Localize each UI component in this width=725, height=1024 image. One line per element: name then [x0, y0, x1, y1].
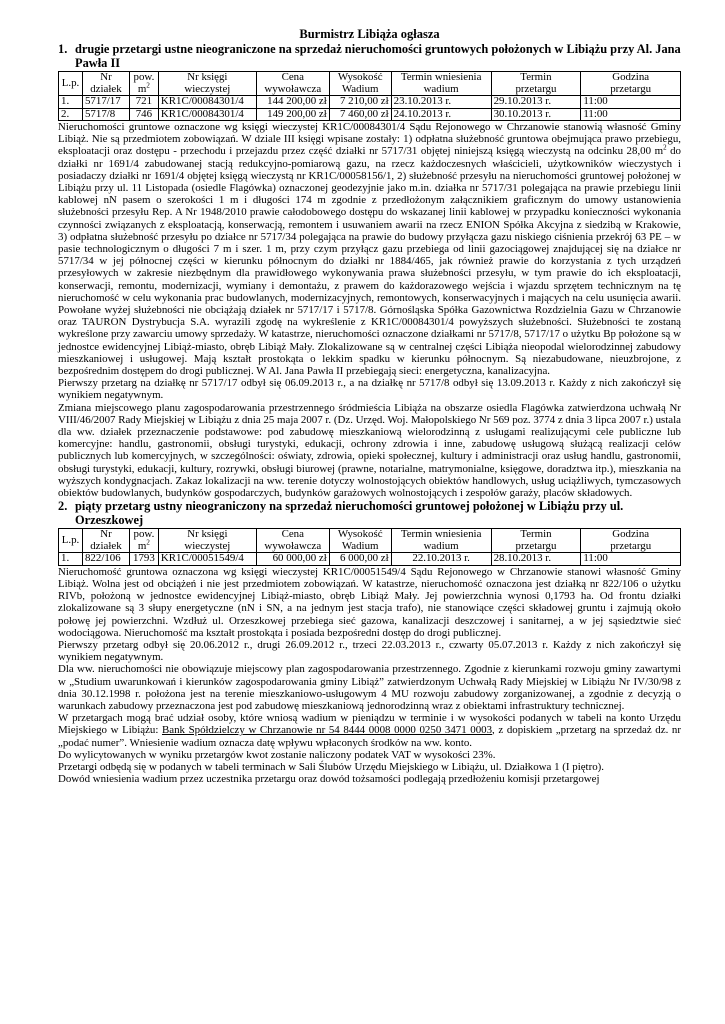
cell-cena: 144 200,00 zł — [256, 96, 329, 109]
table-row — [59, 96, 681, 109]
cell-pow: 1793 — [129, 553, 158, 566]
cell-lp: 1. — [59, 553, 83, 566]
col-wadium-header: Wysokość Wadium — [329, 529, 391, 553]
col-termin-wadium-header: Termin wniesienia wadium — [391, 529, 491, 553]
cell-lp: 1. — [59, 96, 83, 109]
cell-termin-przetargu: 29.10.2013 r. — [491, 96, 581, 109]
cell-nr: 822/106 — [82, 553, 129, 566]
cell-termin-wadium: 23.10.2013 r. — [391, 96, 491, 109]
col-termin-przetargu-header: Termin przetargu — [491, 72, 581, 96]
col-termin-przetargu-header: Termin przetargu — [491, 529, 581, 553]
col-kw-header: Nr księgi wieczystej — [158, 529, 256, 553]
col-godzina-header: Godzina przetargu — [581, 529, 681, 553]
cell-godzina: 11:00 — [581, 96, 681, 109]
cell-wadium: 7 210,00 zł — [329, 96, 391, 109]
section-1-number: 1. — [58, 42, 68, 56]
cell-wadium: 7 460,00 zł — [329, 108, 391, 121]
cell-godzina: 11:00 — [581, 553, 681, 566]
section-1-zoning: Zmiana miejscowego planu zagospodarowania przestrzennego śródmieścia Libiąża na obszarze osiedla Flagówka zatwierdzona uchwałą Nr VIII/46/2007 Rady Miejskiej w Libiążu z dnia 25 maja 2007 r. (Dz. Urzęd. Woj. Małopolskiego Nr 569 poz. 3774 z dnia 3 lipca 2007 r.) ustala dla ww. działek przeznaczenie podstawowe: pod zabudowę mieszkaniową wielorodzinną z usługami realizującymi cele publiczne lub komercyjne: handlu, gastronomii, obsługi turystyki, edukacji, ochrony zdrowia i inne, zabudowę usługową służącą realizacji celów publicznych lub komercyjnych, w szczególności: oświaty, zdrowia, opieki społecznej, kultury i administracji oraz usług handlu, gastronomii, obsługi turystyki, edukacji, kultury, rozrywki, obsługi biurowej (prawne, notarialne, matrymonialne, księgowe, doradztwa itp.), mieszkania na wyższych kondygnacjach. Zakaz lokalizacji na ww. terenie dotyczy wolnostojących obiektów handlowych, usług uciążliwych, tymczasowych obiektów budowlanych, budynków gospodarczych, budynków garażowych wolnostojących i zespołów garaży, placów składowych. — [58, 401, 681, 500]
section-1-heading — [58, 42, 681, 70]
announcement-title: Burmistrz Libiąża ogłasza — [299, 27, 440, 41]
col-pow-header: pow. $m^2$ — [129, 529, 158, 553]
table-row — [59, 108, 681, 121]
cell-pow: 721 — [129, 96, 158, 109]
section-1-title: drugie przetargi ustne nieograniczone na sprzedaż nieruchomości gruntowych położonych w Libiążu przy Al. Jana Pawła II — [75, 42, 681, 70]
cell-cena: 149 200,00 zł — [256, 108, 329, 121]
identity-note: Dowód wniesienia wadium przez uczestnika przetargu oraz dowód tożsamości podlegają przedłożeniu komisji przetargowej — [58, 773, 600, 786]
cell-termin-wadium: 24.10.2013 r. — [391, 108, 491, 121]
cell-godzina: 11:00 — [581, 108, 681, 121]
location-note: Przetargi odbędą się w podanych w tabeli terminach w Sali Ślubów Urzędu Miejskiego w Libiążu, ul. Działkowa 1 (I piętro). — [58, 761, 604, 774]
table-header-row — [59, 72, 681, 96]
cell-wadium: 6 000,00 zł — [329, 553, 391, 566]
col-cena-header: Cena wywoławcza — [256, 72, 329, 96]
section-2-number: 2. — [58, 499, 68, 514]
cell-pow: 746 — [129, 108, 158, 121]
cell-cena: 60 000,00 zł — [256, 553, 329, 566]
section-2-heading — [58, 499, 681, 527]
cell-nr: 5717/8 — [82, 108, 129, 121]
col-termin-wadium-header: Termin wniesienia wadium — [391, 72, 491, 96]
col-nr-header: Nr działek — [82, 72, 129, 96]
col-nr-header: Nr działek — [82, 529, 129, 553]
section-2-previous-tenders: Pierwszy przetarg odbył się 20.06.2012 r., drugi 26.09.2012 r., trzeci 22.03.2013 r., czwarty 05.07.2013 r. Każdy z nich zakończył się wynikiem negatywnym. — [58, 639, 681, 664]
cell-kw: KR1C/00084301/4 — [158, 96, 256, 109]
cell-kw: KR1C/00051549/4 — [158, 553, 256, 566]
cell-kw: KR1C/00084301/4 — [158, 108, 256, 121]
cell-termin-przetargu: 30.10.2013 r. — [491, 108, 581, 121]
col-cena-header: Cena wywoławcza — [256, 529, 329, 553]
cell-lp: 2. — [59, 108, 83, 121]
section-1-table — [58, 71, 681, 121]
col-kw-header: Nr księgi wieczystej — [158, 72, 256, 96]
col-lp-header: L.p. — [59, 72, 83, 96]
col-wadium-header: Wysokość Wadium — [329, 72, 391, 96]
section-2-description: Nieruchomość gruntowa oznaczona wg księgi wieczystej KR1C/00051549/4 Sądu Rejonowego w Chrzanowie stanowi własność Gminy Libiąż. Wolna jest od obciążeń i nie jest przedmiotem zobowiązań. W katastrze, nieruchomość oznaczona jest działką nr 822/106 o użytku RIVb, położoną w jednostce ewidencyjnej Libiąż-miasto, obręb Libiąż Mały. Jej powierzchnia wynosi 0,1793 ha. Od frontu działki zlokalizowane są 3 słupy energetyczne (nN i SN, a na jednym jest stacja trafo), nie stanowiące części składowej gruntu i zajmują około połowę jej powierzchni. Wzdłuż ul. Orzeszkowej przebiega sieć gazowa, kanalizacji deszczowej i sanitarnej, a w jej sąsiedztwie sieć wodociągowa. Nieruchomość ma kształt prostokąta i posiada bezpośredni dostęp do drogi publicznej. — [58, 565, 681, 639]
col-lp-header: L.p. — [59, 529, 83, 553]
col-pow-header: pow. $m^2$ — [129, 72, 158, 96]
section-2-no-plan: Dla ww. nieruchomości nie obowiązuje miejscowy plan zagospodarowania przestrzennego. Zgodnie z kierunkami rozwoju gminy zawartymi w „Studium uwarunkowań i kierunków zagospodarowania gminy Libiąż” zatwierdzonym Uchwałą Rady Miejskiej w Libiążu Nr IV/30/98 z dnia 30.12.1998 r. położona jest na terenie mieszkaniowo-usługowym 4 MU rozwoju zabudowy zorganizowanej, a zgodnie z decyzją o warunkach zabudowy przeznaczona jest pod zabudowę mieszkaniową jednorodzinną wraz z obiektami infrastruktury technicznej. — [58, 663, 681, 713]
vat-note: Do wylicytowanych w wyniku przetargów kwot zostanie naliczony podatek VAT w wysokości 23%. — [58, 748, 496, 761]
cell-nr: 5717/17 — [82, 96, 129, 109]
table-row — [59, 553, 681, 566]
cell-termin-przetargu: 28.10.2013 r. — [491, 553, 581, 566]
section-1-description: Nieruchomości gruntowe oznaczone wg księgi wieczystej KR1C/00084301/4 Sądu Rejonowego w Chrzanowie stanowią własność Gminy Libiąż. Nie są przedmiotem zobowiązań. W dziale III księgi wpisane zostały: 1) odpłatna służebność gruntowa obejmująca prawo przebiegu, eksploatacji oraz dostępu - przechodu i przejazdu przez część działki nr 5717/31 objętej niniejszą księgą wieczystą na odcinku 28,00 $m^2$ do działki nr 1691/4 zabudowanej stacją redukcyjno-pomiarową gazu, na rzecz każdoczesnych właścicieli, użytkowników wieczystych i posiadaczy działki nr 1691/4 objętej księgą wieczystą nr KR1C/00058156/1, 2) służebność przesyłu na nieruchomości gruntowej położonej w Libiążu przy ul. 11 Listopada (osiedle Flagówka) oznaczonej geodezyjnie jako m.in. działka nr 5717/31 polegająca na prawie przebiegu linii kablowej nN pasem o szerokości 1 m i długości 174 m zgodnie z przedłożonym załącznikiem graficznym do umowy ustanowienia służebności przesyłu Rep. A Nr 1948/2010 prawie całodobowego dostępu do wskazanej linii kablowej w przypadku konieczności wykonania czynności związanych z eksploatacją, konserwacją, remontem i usuwaniem awarii na rzecz ENION Spółka Akcyjna z siedzibą w Krakowie, 3) odpłatna służebność przesyłu po działce nr 5717/34 polegająca na prawie do budowy przyłącza gazu niskiego ciśnienia przekrój 63 PE – w pasie technologicznym o długości 7 m i szer. 1 m, przy czym przyłącz gazu przebiega od linii gazociągowej znajdującej się na działce nr 5717/34 w jej północnej części w kierunku północnym do działki nr 1884/465, jak również prawie do korzystania z tych urządzeń przesyłowych w zakresie niezbędnym dla prawidłowego wykonywania prawa służebności przesyłu, w tym prawie do ich eksploatacji, konserwacji, remontu, modernizacji, wymiany i demontażu, z prawem do każdorazowego wejścia i wjazdu sprzętem technicznym na tę nieruchomość w celu wykonania prac budowlanych, modernizacyjnych, remontowych, konserwacyjnych i mających na celu usunięcia awarii. Powołane wyżej służebności nie obciążają działek nr 5717/17 i 5717/8. Górnośląska Spółka Gazownictwa Rozdzielnia Gazu w Chrzanowie oraz TAURON Dystrybucja S.A. wyrazili zgodę na wykreślenie z KR1C/00084301/4 powyższych służebności. Służebności te zostaną wykreślone przy zawarciu umowy sprzedaży. W katastrze, nieruchomości oznaczone działkami nr 5717/8, 5717/17 o użytku Bp położone są w jednostce ewidencyjnej Libiąż-miasto, obręb Libiąż Mały. Zlokalizowane są w centralnej części Libiąża nieopodal wielorodzinnej zabudowy mieszkaniowej i usługowej. Mają kształt prostokąta o lekkim spadku w kierunku północnym. Są niezabudowane, nieuzbrojone, z bezpośrednim dostępem do drogi publicznej. W Al. Jana Pawła II przebiegają sieci: energetyczna, kanalizacyjna. — [58, 121, 681, 378]
section-2-title: piąty przetarg ustny nieograniczony na sprzedaż nieruchomości gruntowej położonej w Libiążu przy ul. Orzeszkowej — [75, 499, 624, 528]
section-1-first-tender: Pierwszy przetarg na działkę nr 5717/17 odbył się 06.09.2013 r., a na działkę nr 5717/8 odbył się 13.09.2013 r. Każdy z nich zakończył się wynikiem negatywnym. — [58, 377, 681, 402]
section-2-table — [58, 528, 681, 566]
wadium-paragraph: W przetargach mogą brać udział osoby, które wniosą wadium w pieniądzu w terminie i w wysokości podanych w tabeli na konto Urzędu Miejskiego w Libiążu: Bank Spółdzielczy w Chrzanowie nr 54 8444 0008 0000 0250 3471 0003, z dopiskiem „przetarg na sprzedaż dz. nr „podać numer”. Wniesienie wadium oznacza datę wpływu wpłaconych środków na ww. konto. — [58, 712, 681, 749]
bank-account-number: Bank Spółdzielczy w Chrzanowie nr 54 8444 0008 0000 0250 3471 0003 — [161, 724, 493, 737]
col-godzina-header: Godzina przetargu — [581, 72, 681, 96]
table-header-row — [59, 529, 681, 553]
cell-termin-wadium: 22.10.2013 r. — [391, 553, 491, 566]
